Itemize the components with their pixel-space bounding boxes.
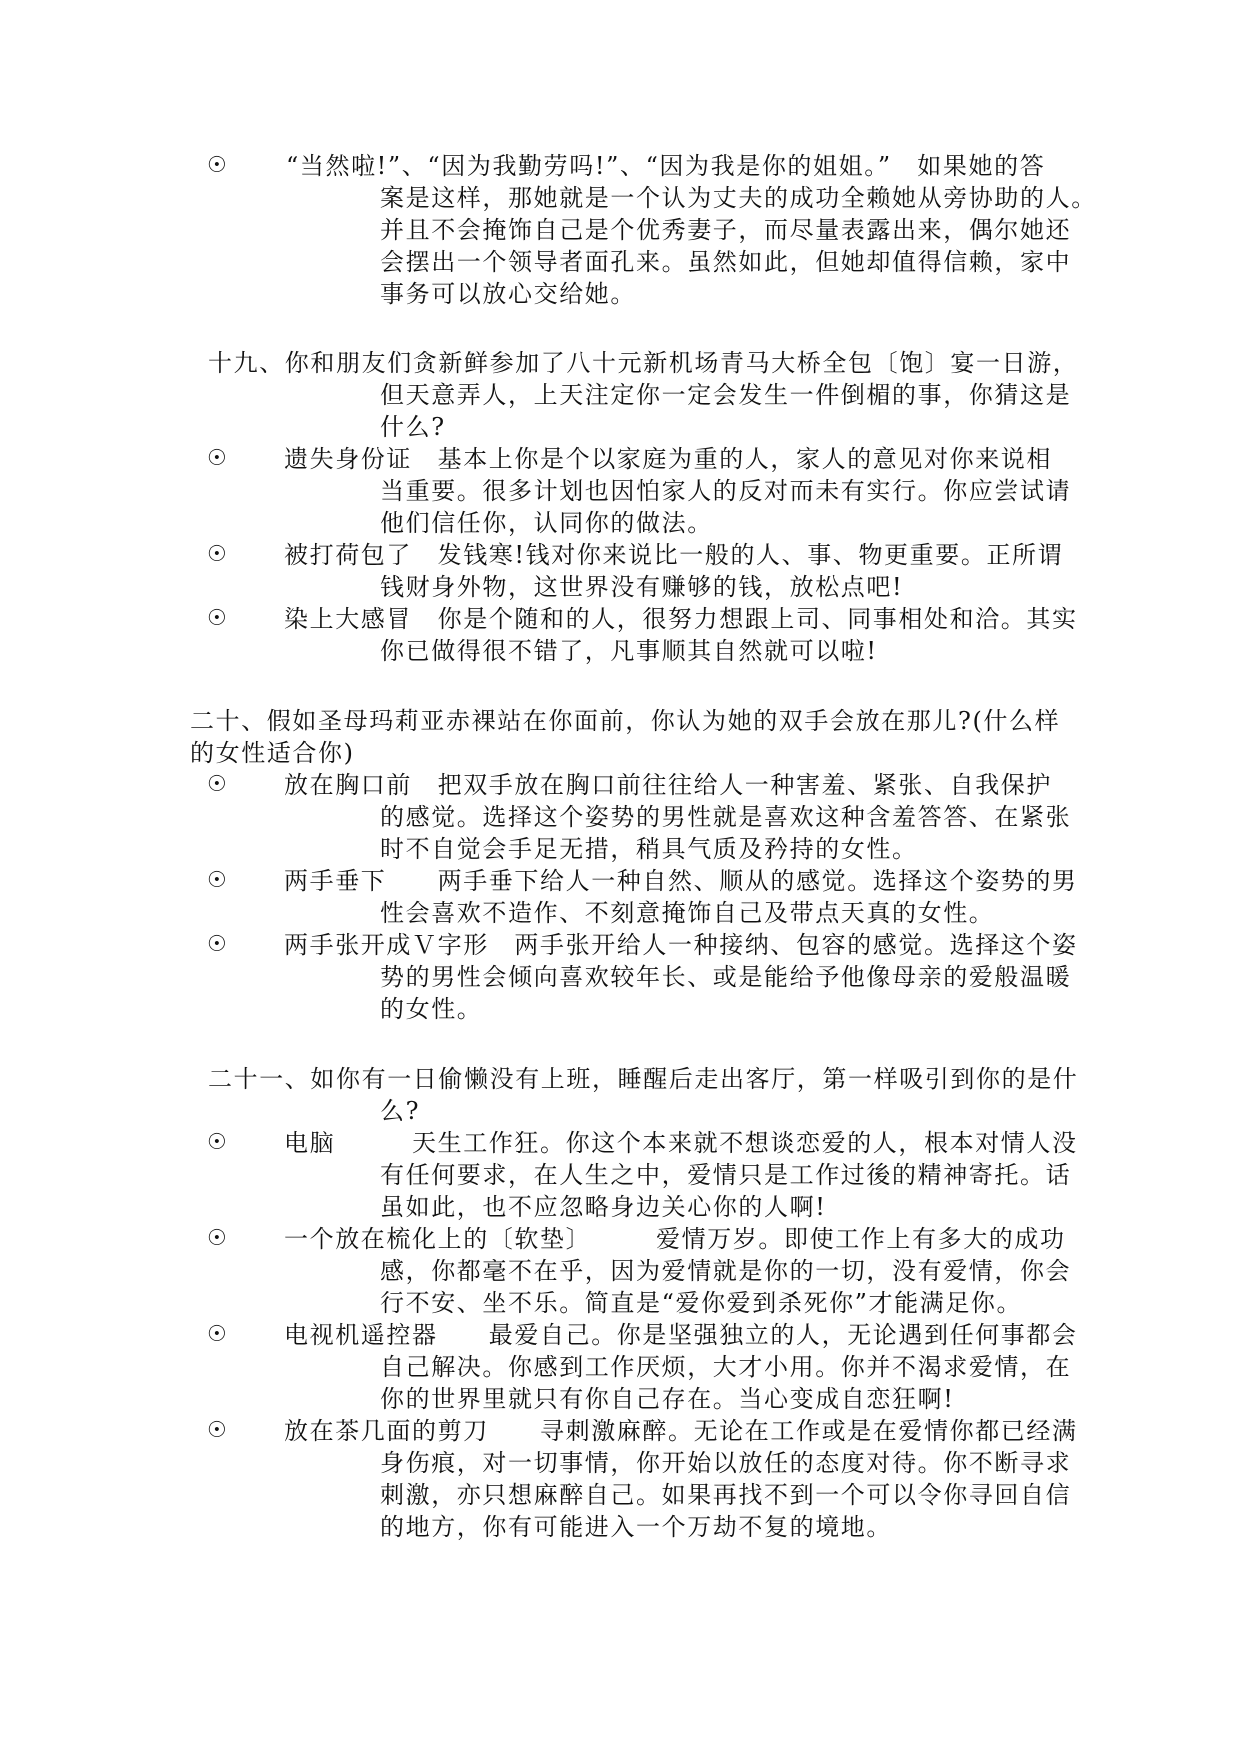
answer-line: 势的男性会倾向喜欢较年长、或是能给予他像母亲的爱般温暖 — [380, 963, 1072, 991]
bullet-icon: ☉ — [207, 1418, 227, 1443]
answer-line: 的女性。 — [380, 995, 483, 1023]
bullet-icon: ☉ — [207, 772, 227, 797]
question-heading: 二十、假如圣母玛莉亚赤裸站在你面前，你认为她的双手会放在那儿?(什么样 — [190, 707, 1061, 735]
question-line: 什么? — [380, 413, 446, 441]
answer-line: 的地方，你有可能进入一个万劫不复的境地。 — [380, 1513, 892, 1541]
bullet-icon: ☉ — [207, 606, 227, 631]
bullet-icon: ☉ — [207, 868, 227, 893]
answer-line: 性会喜欢不造作、不刻意掩饰自己及带点天真的女性。 — [380, 899, 995, 927]
bullet-icon: ☉ — [207, 1226, 227, 1251]
answer-line: 身伤痕，对一切事情，你开始以放任的态度对待。你不断寻求 — [380, 1449, 1072, 1477]
answer-line: 放在胸口前 把双手放在胸口前往往给人一种害羞、紧张、自我保护 — [284, 771, 1052, 799]
answer-line: 时不自觉会手足无措，稍具气质及矜持的女性。 — [380, 835, 918, 863]
question-line: 的女性适合你) — [190, 739, 355, 767]
answer-line: 的感觉。选择这个姿势的男性就是喜欢这种含羞答答、在紧张 — [380, 803, 1072, 831]
answer-line: 遗失身份证 基本上你是个以家庭为重的人，家人的意见对你来说相 — [284, 445, 1052, 473]
bullet-icon: ☉ — [207, 1322, 227, 1347]
answer-line: 一个放在梳化上的〔软垫〕 爱情万岁。即使工作上有多大的成功 — [284, 1225, 1066, 1253]
answer-line: 会摆出一个领导者面孔来。虽然如此，但她却值得信赖，家中 — [380, 248, 1072, 276]
answer-line: 事务可以放心交给她。 — [380, 280, 636, 308]
answer-line: 两手垂下 两手垂下给人一种自然、顺从的感觉。选择这个姿势的男 — [284, 867, 1078, 895]
bullet-icon: ☉ — [207, 542, 227, 567]
question-line: 但天意弄人，上天注定你一定会发生一件倒楣的事，你猜这是 — [380, 381, 1072, 409]
answer-line: 并且不会掩饰自己是个优秀妻子，而尽量表露出来，偶尔她还 — [380, 216, 1072, 244]
question-heading: 二十一、如你有一日偷懒没有上班，睡醒后走出客厅，第一样吸引到你的是什 — [208, 1065, 1079, 1093]
answer-line: 染上大感冒 你是个随和的人，很努力想跟上司、同事相处和洽。其实 — [284, 605, 1078, 633]
answer-line: 行不安、坐不乐。简直是“爱你爱到杀死你”才能满足你。 — [380, 1289, 1023, 1317]
answer-line: 你已做得很不错了，凡事顺其自然就可以啦! — [380, 637, 878, 665]
answer-line: 感，你都毫不在乎，因为爱情就是你的一切，没有爱情，你会 — [380, 1257, 1072, 1285]
answer-line: 放在茶几面的剪刀 寻刺激麻醉。无论在工作或是在爱情你都已经满 — [284, 1417, 1078, 1445]
bullet-icon: ☉ — [207, 1130, 227, 1155]
answer-line: “当然啦!”、“因为我勤劳吗!”、“因为我是你的姐姐。” 如果她的答 — [286, 152, 1046, 180]
answer-line: 虽如此，也不应忽略身边关心你的人啊! — [380, 1193, 827, 1221]
bullet-icon: ☉ — [207, 153, 227, 178]
answer-line: 案是这样，那她就是一个认为丈夫的成功全赖她从旁协助的人。 — [380, 184, 1097, 212]
question-line: 么? — [380, 1097, 421, 1125]
answer-line: 电视机遥控器 最爱自己。你是坚强独立的人，无论遇到任何事都会 — [284, 1321, 1078, 1349]
answer-line: 自己解决。你感到工作厌烦，大才小用。你并不渴求爱情，在 — [380, 1353, 1072, 1381]
answer-line: 两手张开成Ｖ字形 两手张开给人一种接纳、包容的感觉。选择这个姿 — [284, 931, 1078, 959]
answer-line: 电脑 天生工作狂。你这个本来就不想谈恋爱的人，根本对情人没 — [284, 1129, 1078, 1157]
answer-line: 你的世界里就只有你自己存在。当心变成自恋狂啊! — [380, 1385, 955, 1413]
answer-line: 有任何要求，在人生之中，爱情只是工作过後的精神寄托。话 — [380, 1161, 1072, 1189]
bullet-icon: ☉ — [207, 446, 227, 471]
answer-line: 当重要。很多计划也因怕家人的反对而未有实行。你应尝试请 — [380, 477, 1072, 505]
bullet-icon: ☉ — [207, 932, 227, 957]
answer-line: 刺激，亦只想麻醉自己。如果再找不到一个可以令你寻回自信 — [380, 1481, 1072, 1509]
answer-line: 被打荷包了 发钱寒!钱对你来说比一般的人、事、物更重要。正所谓 — [284, 541, 1064, 569]
answer-line: 钱财身外物，这世界没有赚够的钱，放松点吧! — [380, 573, 904, 601]
answer-line: 他们信任你，认同你的做法。 — [380, 509, 713, 537]
question-heading: 十九、你和朋友们贪新鲜参加了八十元新机场青马大桥全包〔饱〕宴一日游， — [208, 349, 1079, 377]
